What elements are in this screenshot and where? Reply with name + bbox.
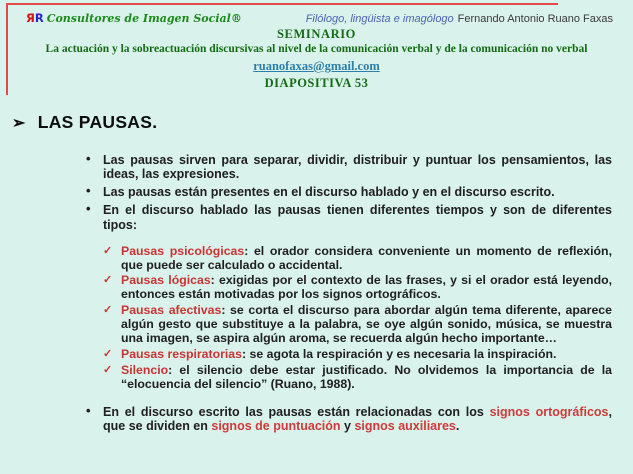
pause-types-list <box>104 245 612 392</box>
seminar-label: SEMINARIO <box>276 27 357 41</box>
pause-type-desc: : se agota la respiración y es necesaria la inspiración. <box>242 346 557 361</box>
bullet-text: Las pausas están presentes en el discurso hablado y en el discurso escrito. <box>103 185 555 200</box>
red-frame-left-line <box>6 3 8 95</box>
check-icon: ✓ <box>103 363 113 376</box>
pause-type-item <box>104 245 612 273</box>
email-link[interactable]: ruanofaxas@gmail.com <box>253 59 380 73</box>
final-segment: y <box>340 418 355 433</box>
pause-type-desc: : se corta el discurso para abordar algún tema diferente, aparece algún gesto que substituye a la palabra, se oye algún sonido, música, se muestra una imagen, se aspira algún aroma, se recuerda algún hecho importante… <box>121 303 612 345</box>
header-top-row <box>14 11 619 25</box>
arrow-bullet-icon: ➢ <box>12 115 26 132</box>
check-icon: ✓ <box>103 347 113 360</box>
pause-type-desc: : el silencio debe estar justificado. No olvidemos la importancia de la “elocuencia del silencio” (Ruano, 1988). <box>121 362 612 391</box>
pause-type-term: Pausas lógicas <box>121 273 211 288</box>
email-line <box>14 57 619 75</box>
final-segment-red: signos ortográficos <box>489 404 609 419</box>
bullet-dot-icon: • <box>86 151 91 166</box>
bullet-dot-icon: • <box>86 183 91 199</box>
bullet-item <box>84 203 612 231</box>
pause-type-term: Pausas psicológicas <box>121 243 245 258</box>
brand-logo <box>26 11 242 25</box>
brand-name: Consultores de Imagen Social® <box>46 12 242 25</box>
check-icon: ✓ <box>103 274 113 287</box>
author-name: Fernando Antonio Ruano Faxas <box>457 13 613 25</box>
final-segment-red: signos de puntuación <box>211 418 341 433</box>
pause-type-desc: : el orador considera conveniente un momento de reflexión, que puede ser calculado o accidental. <box>121 243 612 272</box>
pause-type-item <box>104 274 612 302</box>
author-line <box>306 13 613 25</box>
check-icon: ✓ <box>103 304 113 317</box>
logo-reversed-r-glyph: Я <box>26 11 35 25</box>
pause-type-term: Silencio <box>121 362 169 377</box>
logo-r-glyph: R <box>34 11 44 25</box>
check-icon: ✓ <box>103 244 113 257</box>
pause-type-term: Pausas afectivas <box>121 303 222 318</box>
bullet-text: En el discurso hablado las pausas tienen diferentes tiempos y son de diferentes tipos: <box>103 203 612 232</box>
final-segment: , que se dividen en <box>103 404 612 433</box>
pause-type-desc: : exigidas por el contexto de las frases, y si el orador está leyendo, entonces están motivadas por los signos ortográficos. <box>121 273 613 302</box>
bullet-dot-icon: • <box>86 402 91 418</box>
final-bullet-text <box>103 405 612 433</box>
slide-title: LAS PAUSAS. <box>37 112 158 132</box>
bullet-dot-icon: • <box>86 201 91 217</box>
final-segment: En el discurso escrito las pausas están relacionadas con los <box>103 404 490 419</box>
bullet-item <box>84 185 612 199</box>
bullet-item-final <box>84 402 612 433</box>
slide-title-row <box>12 112 157 133</box>
seminar-title: La actuación y la sobreactuación discursivas al nivel de la comunicación verbal y de la comunicación no verbal <box>45 43 588 55</box>
final-segment: . <box>455 418 460 433</box>
slide-body <box>84 153 612 437</box>
red-frame-top-line <box>6 3 558 5</box>
pause-type-term: Pausas respiratorias <box>121 346 242 361</box>
slide-header <box>14 11 619 91</box>
slide-number-label: DIAPOSITIVA 53 <box>264 76 369 90</box>
pause-type-item <box>104 364 612 392</box>
bullet-item <box>84 153 612 181</box>
final-segment-red: signos auxiliares <box>354 418 456 433</box>
pause-type-item <box>104 348 612 362</box>
author-role: Filólogo, lingüista e imagólogo <box>305 13 454 25</box>
bullet-text: Las pausas sirven para separar, dividir, distribuir y puntuar los pensamientos, las ideas, las expresiones. <box>103 153 612 182</box>
pause-type-item <box>104 304 612 346</box>
